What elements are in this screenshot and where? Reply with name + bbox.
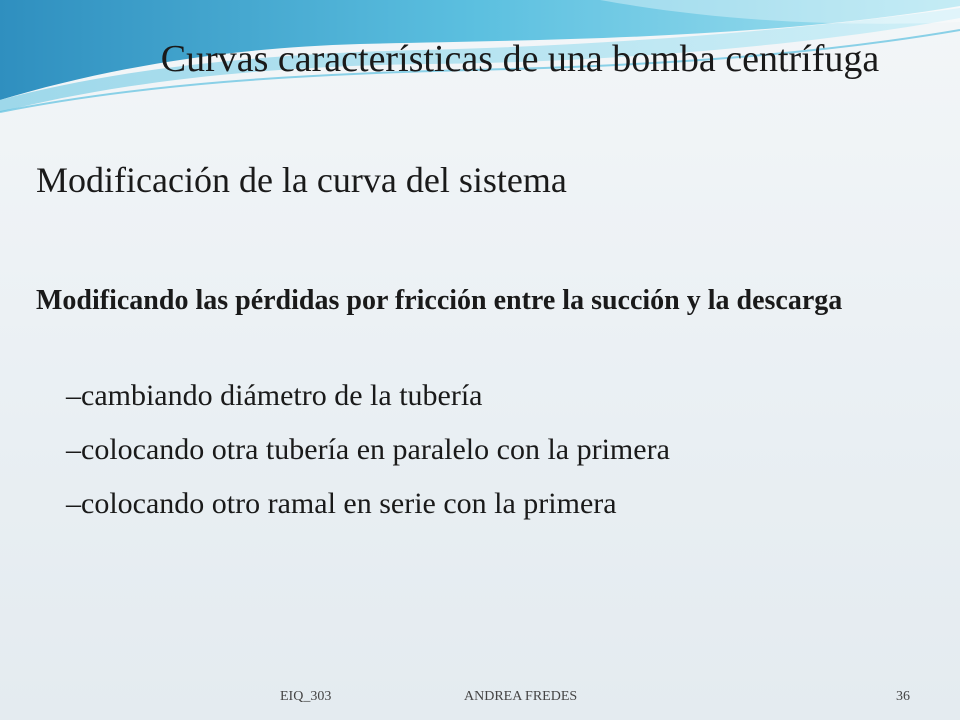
footer-page-number: 36: [896, 689, 910, 704]
bullet-item: –cambiando diámetro de la tubería: [66, 379, 483, 412]
bold-paragraph: Modificando las pérdidas por fricción entre la succión y la descarga: [36, 285, 843, 316]
bullet-item: –colocando otro ramal en serie con la primera: [66, 487, 617, 520]
footer-author: ANDREA FREDES: [464, 689, 578, 704]
bullet-list: [66, 376, 946, 538]
bullet-item: –colocando otra tubería en paralelo con la primera: [66, 433, 670, 466]
slide-subtitle: Modificación de la curva del sistema: [36, 160, 567, 200]
slide-title: Curvas características de una bomba centrífuga: [160, 38, 880, 80]
footer-course-code: EIQ_303: [280, 689, 332, 704]
